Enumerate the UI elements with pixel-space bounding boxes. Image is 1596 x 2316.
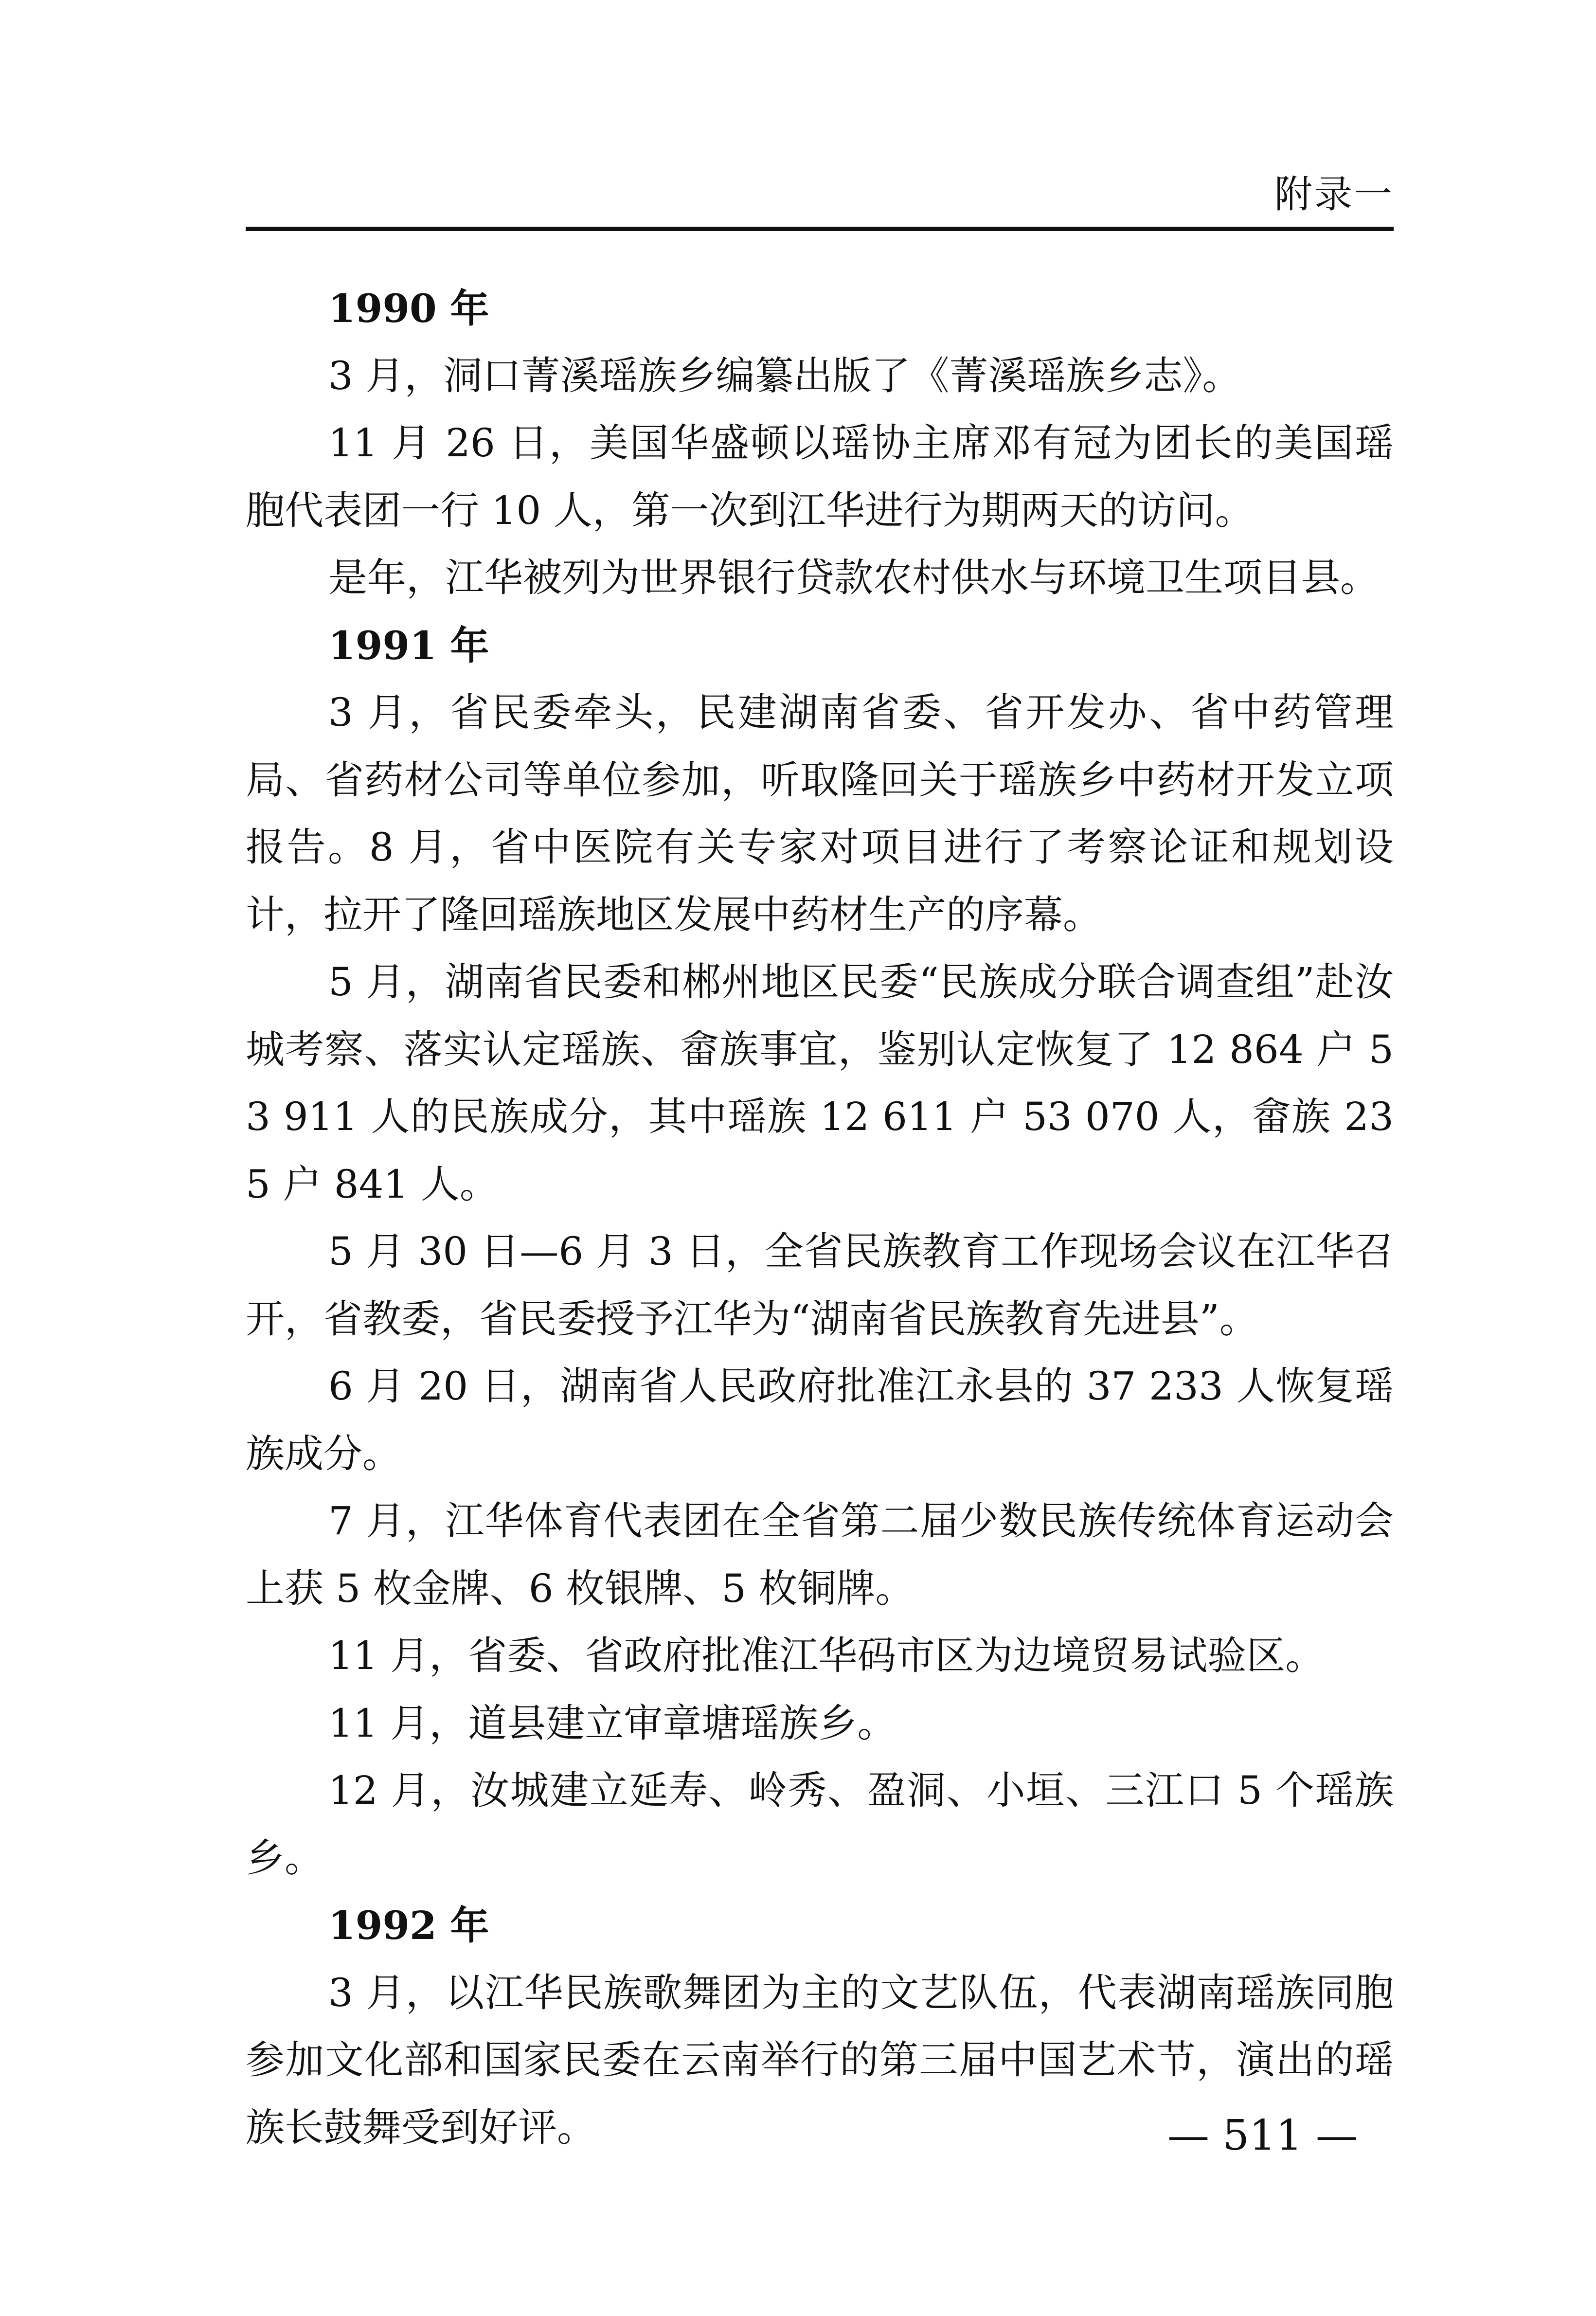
- entry-1991-june-20: 6 月 20 日，湖南省人民政府批准江永县的 37 233 人恢复瑶族成分。: [246, 1364, 1394, 1476]
- entry-1991-may-30: 5 月 30 日—6 月 3 日，全省民族教育工作现场会议在江华召开，省教委，省民委授予江华为“湖南省民族教育先进县”。: [246, 1229, 1394, 1342]
- year-heading-1991: 1991 年: [328, 622, 489, 668]
- page-number: — 511 —: [1167, 2111, 1358, 2160]
- page-body: [246, 275, 1394, 2161]
- entry-1991-nov-a: 11 月，省委、省政府批准江华码市区为边境贸易试验区。: [328, 1633, 1325, 1678]
- entry-1991-march: 3 月，省民委牵头，民建湖南省委、省开发办、省中药管理局、省药材公司等单位参加，听取隆回关于瑶族乡中药材开发立项报告。8 月，省中医院有关专家对项目进行了考察论证和规划设计，拉开了隆回瑶族地区发展中药材生产的序幕。: [246, 690, 1394, 937]
- header-divider: [246, 227, 1394, 231]
- year-heading-1990: 1990 年: [328, 286, 489, 331]
- year-heading-1992: 1992 年: [328, 1903, 489, 1948]
- entry-1991-dec: 12 月，汝城建立延寿、岭秀、盈洞、小垣、三江口 5 个瑶族乡。: [246, 1768, 1394, 1881]
- entry-1991-nov-b: 11 月，道县建立审章塘瑶族乡。: [328, 1700, 897, 1746]
- entry-1990-nov-26: 11 月 26 日，美国华盛顿以瑶协主席邓有冠为团长的美国瑶胞代表团一行 10 人，第一次到江华进行为期两天的访问。: [246, 420, 1394, 533]
- entry-1991-july: 7 月，江华体育代表团在全省第二届少数民族传统体育运动会上获 5 枚金牌、6 枚银牌、5 枚铜牌。: [246, 1498, 1394, 1611]
- entry-1991-may: 5 月，湖南省民委和郴州地区民委“民族成分联合调查组”赴汝城考察、落实认定瑶族、畲族事宜，鉴别认定恢复了 12 864 户 53 911 人的民族成分，其中瑶族 12 611 户 53 070 人，畲族 235 户 841 人。: [246, 959, 1394, 1207]
- entry-1992-march: 3 月，以江华民族歌舞团为主的文艺队伍，代表湖南瑶族同胞参加文化部和国家民委在云南举行的第三届中国艺术节，演出的瑶族长鼓舞受到好评。: [246, 1970, 1394, 2150]
- entry-1990-march: 3 月，洞口菁溪瑶族乡编纂出版了《菁溪瑶族乡志》。: [328, 353, 1241, 398]
- entry-1990-this-year: 是年，江华被列为世界银行贷款农村供水与环境卫生项目县。: [328, 555, 1379, 600]
- running-header: 附录一: [1274, 173, 1395, 216]
